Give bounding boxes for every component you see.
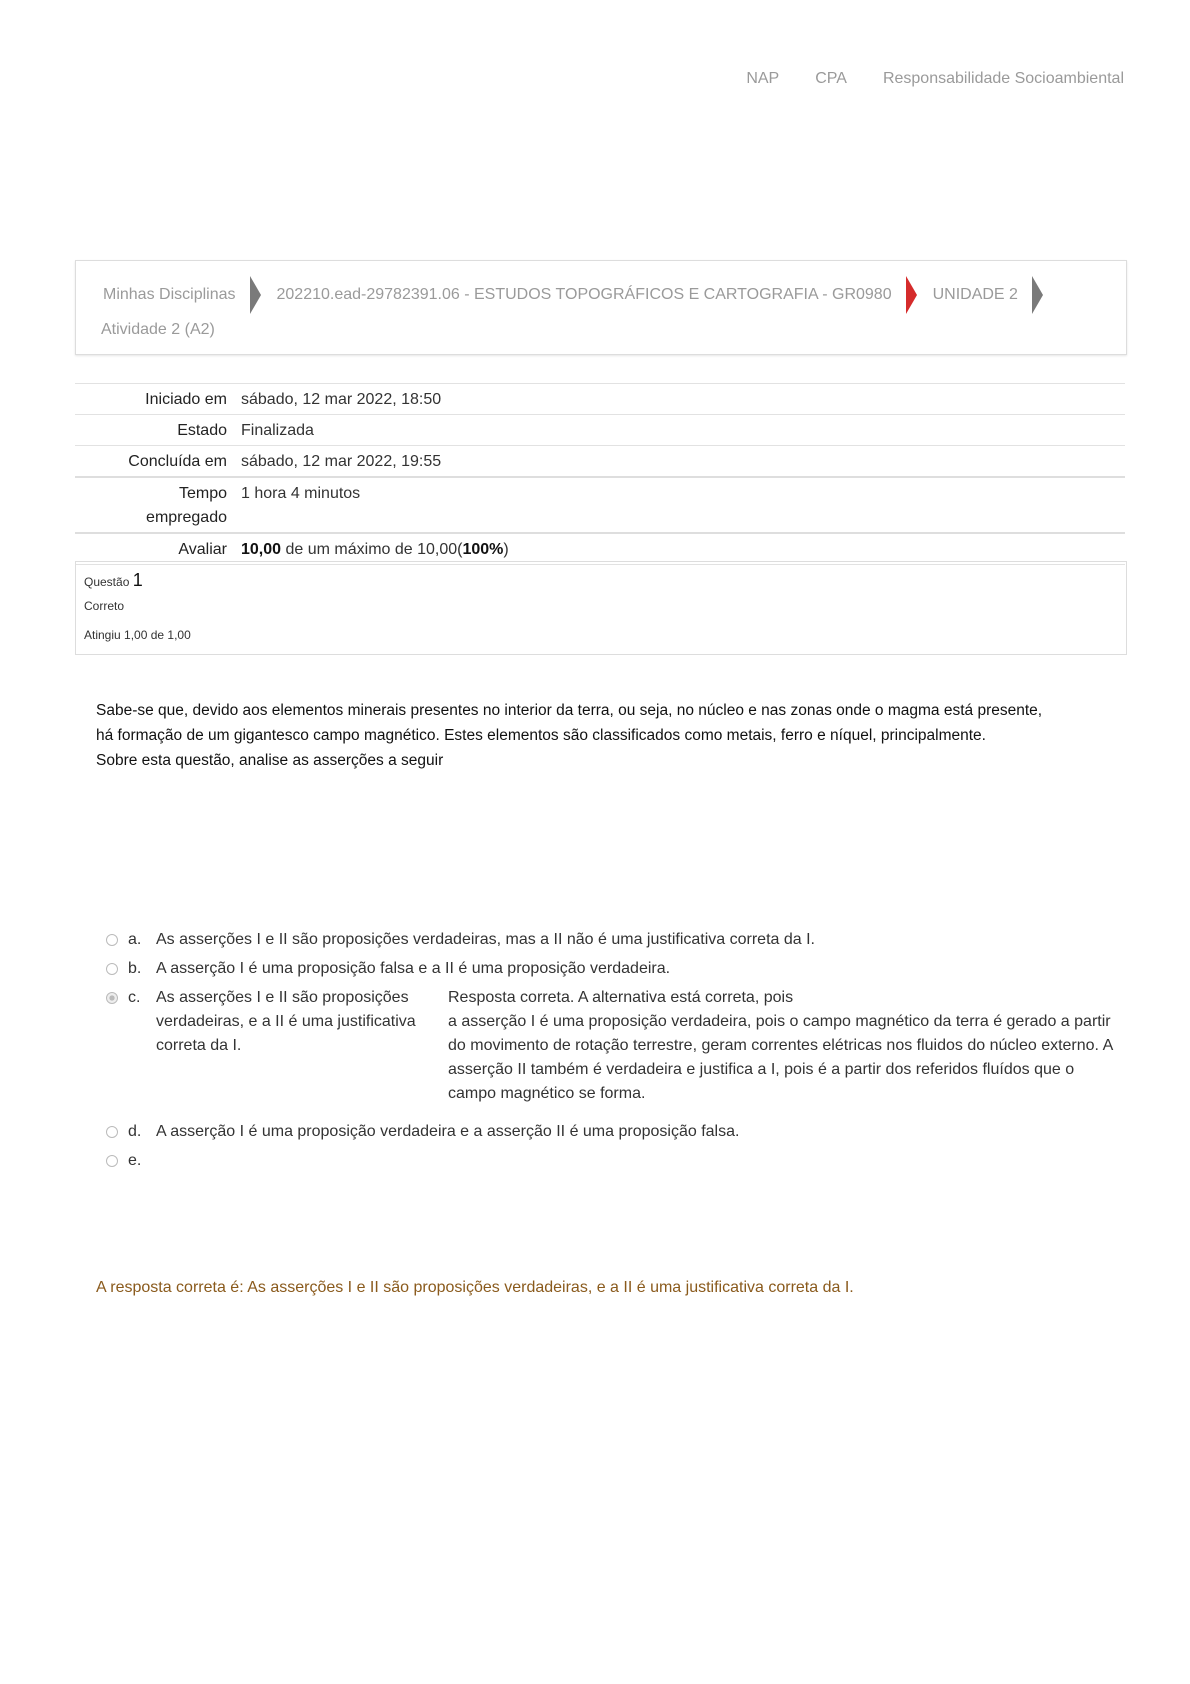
breadcrumb [75,260,1127,355]
question-info [75,561,1127,655]
question-grade: Atingiu 1,00 de 1,00 [84,628,191,642]
time-label-1: Tempo [178,485,227,502]
radio-button[interactable] [106,1126,118,1138]
question-text-line: Sabe-se que, devido aos elementos minerais presentes no interior da terra, ou seja, no núcleo e nas zonas onde o magma está presente, [96,702,1043,719]
question-text [96,698,1106,773]
started-label: Iniciado em [145,391,227,408]
option-e[interactable] [106,1149,1116,1173]
feedback-line-2: a asserção I é uma proposição verdadeira, pois o campo magnético da terra é gerado a partir do movimento de rotação terrestre, geram correntes elétricas nos fluidos do núcleo externo. A asserção II também é verdadeira e justifica a I, pois é a partir dos referidos fluídos que o campo magnético se forma. [448,1013,1113,1102]
question-number [84,570,143,591]
state-label: Estado [177,422,227,439]
grade-score: 10,00 [241,541,282,558]
grade-close: ) [503,541,509,558]
option-text: A asserção I é uma proposição falsa e a II é uma proposição verdadeira. [156,960,671,977]
radio-button-selected[interactable] [106,992,118,1004]
option-d[interactable] [106,1120,1116,1144]
option-letter: a. [128,931,142,948]
question-state: Correto [84,599,125,613]
completed-value: sábado, 12 mar 2022, 19:55 [241,453,442,470]
option-text: As asserções I e II são proposições verdadeiras, e a II é uma justificativa correta da I. [156,989,416,1054]
time-value: 1 hora 4 minutos [241,485,361,502]
option-c[interactable] [106,986,1116,1106]
question-text-line: há formação de um gigantesco campo magnético. Estes elementos são classificados como metais, ferro e níquel, principalmente. [96,727,986,744]
question-label: Questão [84,575,130,589]
breadcrumb-separator-icon [1032,276,1043,314]
grade-max: de um máximo de 10,00( [281,541,463,558]
top-navigation [746,70,1124,88]
breadcrumb-separator-icon [906,276,917,314]
state-value: Finalizada [241,422,314,439]
started-value: sábado, 12 mar 2022, 18:50 [241,391,442,408]
grade-value [235,533,1125,565]
radio-button[interactable] [106,934,118,946]
nav-link-responsabilidade[interactable]: Responsabilidade Socioambiental [882,70,1124,87]
breadcrumb-course[interactable]: 202210.ead-29782391.06 - ESTUDOS TOPOGRÁFICOS E CARTOGRAFIA - GR0980 [276,286,892,303]
grade-percent: 100% [462,541,504,558]
option-letter: c. [128,989,141,1006]
breadcrumb-activity[interactable]: Atividade 2 (A2) [101,321,215,338]
completed-label: Concluída em [128,453,227,470]
option-feedback [448,986,1116,1106]
grade-label: Avaliar [178,541,227,558]
answer-options [106,928,1116,1178]
option-letter: e. [128,1152,142,1169]
question-text-line: Sobre esta questão, analise as asserções a seguir [96,752,444,769]
breadcrumb-unit[interactable]: UNIDADE 2 [932,286,1018,303]
breadcrumb-minhas-disciplinas[interactable]: Minhas Disciplinas [103,286,236,303]
nav-link-nap[interactable]: NAP [746,70,780,87]
option-text: A asserção I é uma proposição verdadeira e a asserção II é uma proposição falsa. [156,1123,740,1140]
nav-link-cpa[interactable]: CPA [815,70,847,87]
feedback-line-1: Resposta correta. A alternativa está correta, pois [448,989,794,1006]
option-text: As asserções I e II são proposições verdadeiras, mas a II não é uma justificativa correta da I. [156,931,815,948]
time-label-2: empregado [146,509,227,526]
breadcrumb-separator-icon [250,276,261,314]
question-number-value: 1 [132,570,143,590]
option-letter: b. [128,960,142,977]
radio-button[interactable] [106,963,118,975]
attempt-summary [75,383,1125,565]
time-label [75,477,235,533]
option-a[interactable] [106,928,1116,952]
option-b[interactable] [106,957,1116,981]
option-letter: d. [128,1123,142,1140]
radio-button[interactable] [106,1155,118,1167]
correct-answer: A resposta correta é: As asserções I e II são proposições verdadeiras, e a II é uma justificativa correta da I. [96,1279,854,1296]
